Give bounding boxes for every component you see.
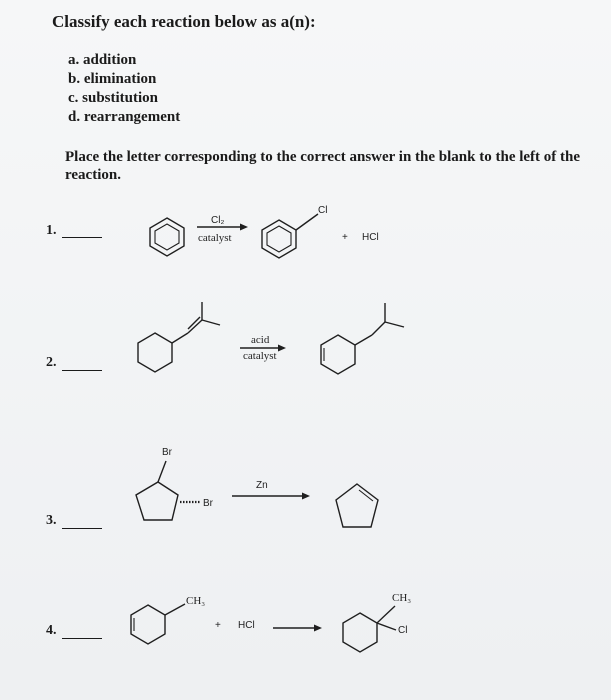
option-rearrangement: d. rearrangement <box>68 109 181 125</box>
reaction-4-product-structure <box>343 606 396 652</box>
option-elimination: b. elimination <box>68 71 157 87</box>
reaction-2-reagent: acid <box>251 334 270 346</box>
reaction-2-number: 2. <box>46 355 57 370</box>
reaction-1-catalyst: catalyst <box>198 232 232 244</box>
reaction-4-product-methyl: CH₃ <box>392 592 412 604</box>
reaction-3-reactant-structure <box>136 461 200 520</box>
reaction-3-reagent: Zn <box>256 480 268 491</box>
cyclopentene-structure <box>336 484 378 527</box>
reaction-4-reactant-structure <box>131 604 185 644</box>
reaction-3-number: 3. <box>46 513 57 528</box>
instructions: Place the letter corresponding to the correct answer in the blank to the left of the reaction. <box>65 149 581 183</box>
reaction-2-product-structure <box>321 303 404 374</box>
reaction-2-catalyst: catalyst <box>243 350 277 362</box>
option-substitution: c. substitution <box>68 90 159 106</box>
option-addition: a. addition <box>68 52 137 68</box>
reaction-1-hcl: HCl <box>362 232 379 243</box>
chlorobenzene-structure <box>262 214 318 258</box>
reaction-2-reactant-structure <box>138 302 220 372</box>
reaction-1-product-chlorine: Cl <box>318 205 328 216</box>
reaction-4-methyl: CH₃ <box>186 595 206 607</box>
reaction-1-reagent: Cl₂ <box>211 215 225 226</box>
reaction-3-bromine-side: Br <box>203 498 213 509</box>
reaction-4-number: 4. <box>46 623 57 638</box>
reaction-1-plus: + <box>342 232 348 243</box>
benzene-structure <box>150 218 184 256</box>
reaction-4-plus: + <box>215 620 221 631</box>
reaction-4-product-chlorine: Cl <box>398 625 408 636</box>
reaction-4-hcl: HCl <box>238 620 255 631</box>
worksheet-title: Classify each reaction below as a(n): <box>52 12 316 31</box>
reaction-3-bromine-top: Br <box>162 447 172 458</box>
reaction-1-number: 1. <box>46 223 57 238</box>
